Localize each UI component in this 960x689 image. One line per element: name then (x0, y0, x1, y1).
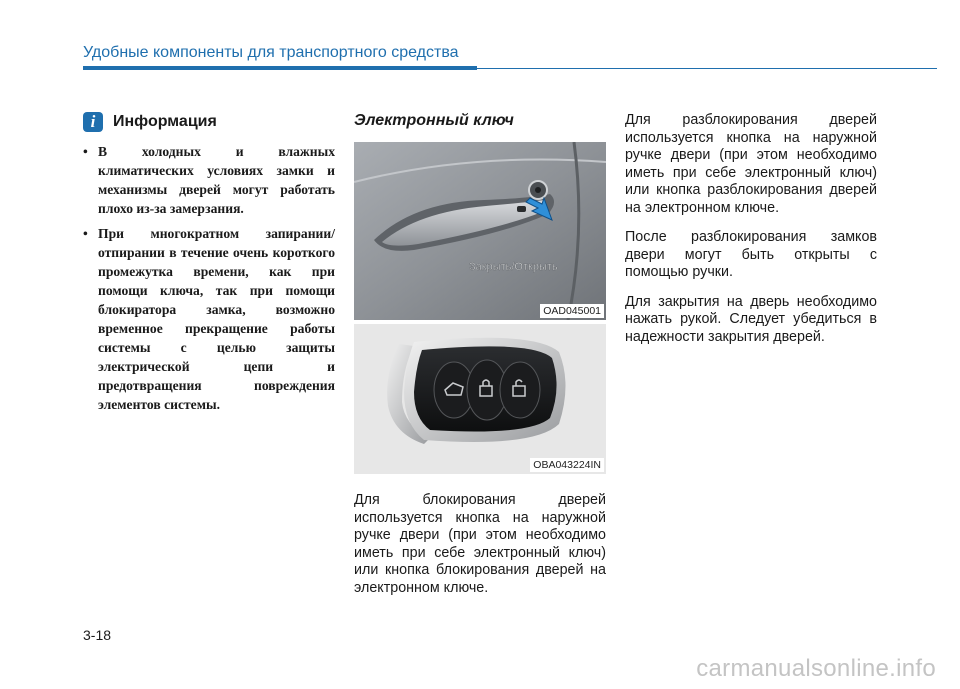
right-column (625, 112, 877, 358)
lock-unlock-label: Закрыть/Открыть (469, 261, 558, 273)
figure-code: OBA043224IN (530, 458, 604, 472)
info-heading: Информация (113, 113, 217, 130)
smart-key-illustration (354, 324, 606, 474)
lock-paragraph: Для блокирования дверей используется кнопка на наружной ручке двери (при этом необходимо иметь при себе электронный ключ) или кнопка блокирования дверей на электронном ключе. (354, 492, 606, 596)
section-title: Электронный ключ (354, 112, 514, 129)
header-rule (83, 66, 477, 70)
figure-code: OAD045001 (540, 304, 604, 318)
main-column (354, 112, 606, 597)
close-paragraph: Для закрытия на дверь необходимо нажать рукой. Следует убедиться в надежности закрытия дверей. (625, 293, 877, 345)
door-handle-figure (354, 142, 606, 320)
info-bullet: • При многократном запирании/отпирании в течение очень короткого промежутка времени, как при помощи ключа, так при помощи блокиратора замка, возможно временное прекращение работы системы с целью защиты электрической цепи и предотвращения повреждения элементов системы. (83, 226, 335, 412)
page-number: 3-18 (83, 627, 112, 643)
header-title: Удобные компоненты для транспортного средства (83, 44, 459, 61)
info-column (83, 112, 335, 420)
info-heading-row (83, 112, 335, 132)
watermark: carmanualsonline.info (696, 655, 936, 682)
door-handle-illustration (354, 142, 606, 320)
open-paragraph: После разблокирования замков двери могут быть открыты с помощью ручки. (625, 229, 877, 280)
info-bullets (83, 142, 335, 414)
info-bullet: • В холодных и влажных климатических условиях замки и механизмы дверей могут работать плохо из-за замерзания. (83, 144, 335, 216)
smart-key-figure (354, 324, 606, 474)
header-rule-thin (477, 68, 937, 69)
unlock-paragraph: Для разблокирования дверей используется кнопка на наружной ручке двери (при этом необходимо иметь при себе электронный ключ) или кнопка разблокирования дверей на электронном ключе. (625, 112, 877, 216)
info-icon: i (83, 112, 103, 132)
